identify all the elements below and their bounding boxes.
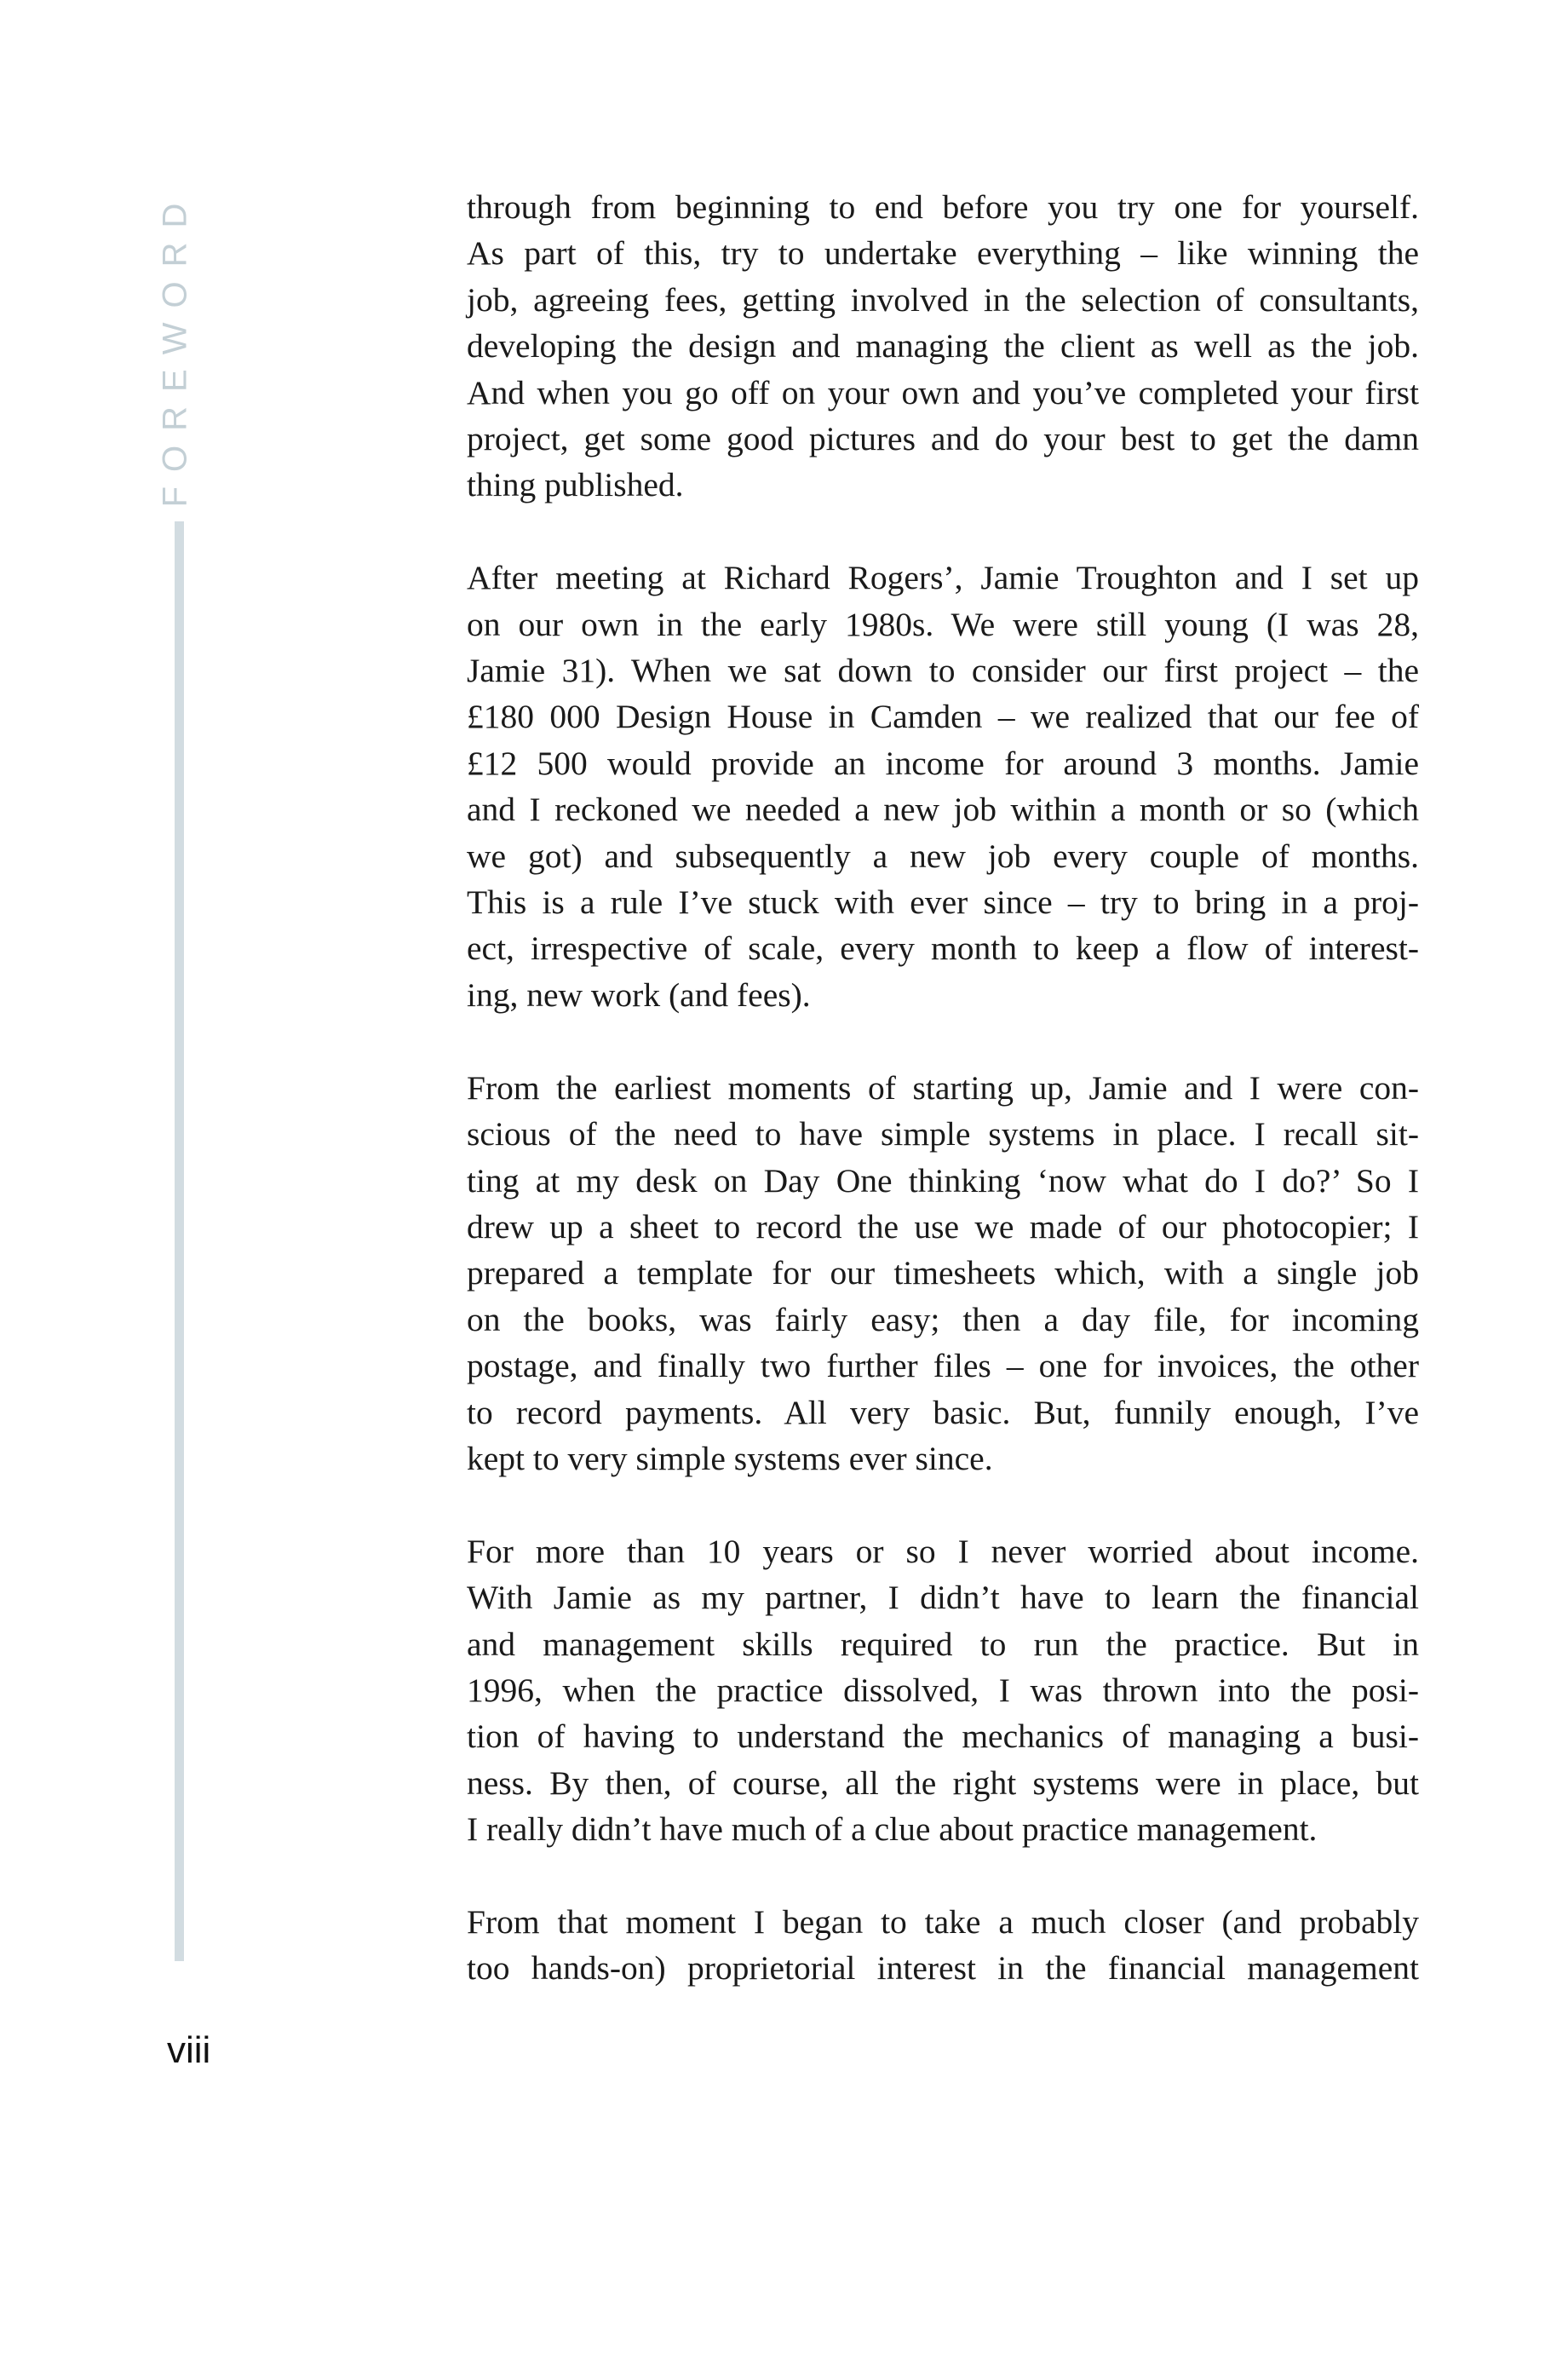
text-line: job, agreeing fees, getting involved in the selection of consultants, bbox=[467, 280, 1419, 319]
vertical-margin-rule bbox=[175, 521, 184, 1961]
text-line: on our own in the early 1980s. We were still young (I was 28, bbox=[467, 605, 1419, 643]
paragraph bbox=[467, 1528, 1419, 1853]
paragraph bbox=[467, 1065, 1419, 1482]
text-line: and I reckoned we needed a new job within a month or so (which bbox=[467, 791, 1419, 829]
text-line: With Jamie as my partner, I didn’t have to learn the financial bbox=[467, 1579, 1419, 1617]
text-line: Jamie 31). When we sat down to consider our first project – the bbox=[467, 652, 1419, 690]
text-line: £12 500 would provide an income for around 3 months. Jamie bbox=[467, 744, 1419, 782]
text-line: scious of the need to have simple systems in place. I recall sit- bbox=[467, 1115, 1419, 1153]
text-line: prepared a template for our timesheets which, with a single job bbox=[467, 1254, 1419, 1292]
text-line: we got) and subsequently a new job every couple of months. bbox=[467, 837, 1419, 875]
text-line: and management skills required to run the practice. But in bbox=[467, 1625, 1419, 1663]
text-line: tion of having to understand the mechanics of managing a busi- bbox=[467, 1717, 1419, 1756]
text-line: ness. By then, of course, all the right systems were in place, but bbox=[467, 1763, 1419, 1802]
text-line: developing the design and managing the client as well as the job. bbox=[467, 327, 1419, 365]
text-line: From the earliest moments of starting up, Jamie and I were con- bbox=[467, 1068, 1419, 1107]
text-line: thing published. bbox=[467, 466, 684, 504]
text-line: on the books, was fairly easy; then a day file, for incoming bbox=[467, 1300, 1419, 1338]
paragraph bbox=[467, 1899, 1419, 1992]
text-line: And when you go off on your own and you’ve completed your first bbox=[467, 373, 1419, 411]
page-number: viii bbox=[167, 2029, 211, 2071]
text-line: to record payments. All very basic. But, funnily enough, I’ve bbox=[467, 1393, 1419, 1431]
text-line: ing, new work (and fees). bbox=[467, 975, 811, 1014]
text-line: £180 000 Design House in Camden – we realized that our fee of bbox=[467, 698, 1419, 736]
text-line: From that moment I began to take a much closer (and probably bbox=[467, 1902, 1419, 1941]
text-line: too hands-on) proprietorial interest in the financial management bbox=[467, 1949, 1419, 1988]
text-line: 1996, when the practice dissolved, I was thrown into the posi- bbox=[467, 1671, 1419, 1709]
text-line: For more than 10 years or so I never worried about income. bbox=[467, 1532, 1419, 1570]
text-line: I really didn’t have much of a clue about practice management. bbox=[467, 1810, 1318, 1849]
text-line: postage, and finally two further files – one for invoices, the other bbox=[467, 1347, 1419, 1385]
paragraph bbox=[467, 184, 1419, 509]
text-line: This is a rule I’ve stuck with ever since – try to bring in a proj- bbox=[467, 883, 1419, 922]
text-line: through from beginning to end before you try one for yourself. bbox=[467, 188, 1419, 226]
text-line: ect, irrespective of scale, every month to keep a flow of interest- bbox=[467, 929, 1419, 968]
paragraph bbox=[467, 555, 1419, 1018]
text-line: As part of this, try to undertake everything – like winning the bbox=[467, 234, 1419, 273]
text-line: drew up a sheet to record the use we made of our photocopier; I bbox=[467, 1207, 1419, 1246]
body-text bbox=[467, 184, 1419, 2038]
text-line: ting at my desk on Day One thinking ‘now what do I do?’ So I bbox=[467, 1161, 1419, 1200]
section-label-text: FOREWORD bbox=[156, 188, 194, 507]
text-line: project, get some good pictures and do your best to get the damn bbox=[467, 420, 1419, 458]
running-section-label bbox=[156, 188, 194, 507]
text-line: kept to very simple systems ever since. bbox=[467, 1439, 993, 1477]
text-line: After meeting at Richard Rogers’, Jamie Troughton and I set up bbox=[467, 559, 1419, 597]
